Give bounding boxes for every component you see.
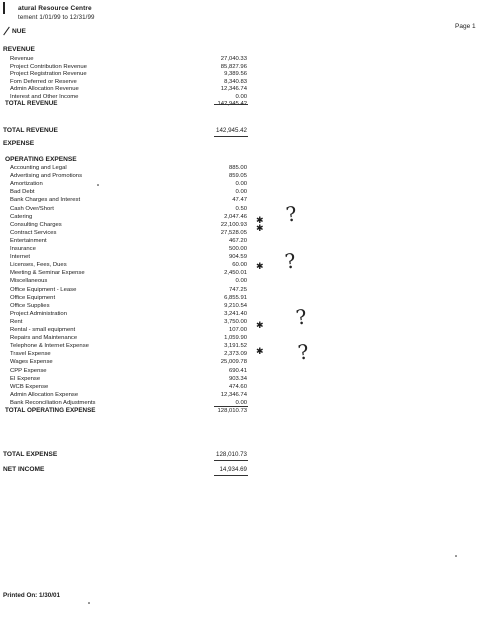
row-amount: 2,047.46: [224, 213, 247, 220]
table-row: [0, 269, 495, 277]
row-label: Advertising and Promotions: [10, 173, 83, 180]
question-mark-annotation: ?: [296, 339, 311, 365]
org-name: atural Resource Centre: [18, 5, 92, 12]
table-row: [0, 277, 495, 285]
annotation-star: ✱: [256, 224, 264, 234]
row-label: Rental - small equipment: [10, 327, 76, 333]
row-amount: 1,059.90: [224, 335, 247, 342]
row-amount: 2,450.01: [224, 270, 247, 277]
row-amount: 8,340.83: [224, 78, 247, 85]
row-label: Internet: [10, 254, 30, 261]
table-row: [0, 196, 495, 204]
row-label: Telephone & Internet Expense: [10, 343, 89, 350]
table-row: [0, 358, 495, 366]
row-label: Project Registration Revenue: [10, 71, 87, 77]
table-row: [0, 310, 495, 318]
total-row: [0, 407, 495, 415]
row-label: Consulting Charges: [10, 221, 62, 228]
row-label: Wages Expense: [10, 359, 53, 366]
net-income-rule: [214, 475, 248, 476]
row-amount: 885.00: [228, 165, 247, 171]
row-label: TOTAL REVENUE: [5, 100, 58, 107]
row-label: Travel Expense: [10, 351, 51, 358]
table-row: [0, 188, 495, 196]
row-label: Rent: [10, 318, 23, 325]
row-amount: 859.05: [228, 173, 247, 180]
annotation-star: ✱: [256, 216, 264, 226]
table-row: [0, 229, 495, 237]
table-row: [0, 391, 495, 399]
revenue-heading: REVENUE: [3, 46, 35, 53]
row-label: Admin Allocation Expense: [10, 391, 79, 398]
table-row: [0, 245, 495, 253]
row-label: Revenue: [10, 56, 34, 62]
row-amount: 25,009.78: [220, 359, 247, 366]
table-row: [0, 253, 495, 261]
row-label: TOTAL OPERATING EXPENSE: [5, 407, 96, 414]
table-row: [0, 302, 495, 310]
row-label: Amortization: [10, 181, 43, 188]
row-label: Contract Services: [10, 229, 57, 236]
row-amount: 12,346.74: [220, 86, 247, 92]
row-amount: 0.00: [235, 93, 247, 100]
row-amount: 142,945.42: [217, 101, 247, 107]
row-amount: 12,346.74: [220, 391, 247, 398]
row-label: WCB Expense: [10, 383, 49, 390]
expense-subtotal-rule: [214, 406, 248, 407]
row-label: Bad Debt: [10, 189, 35, 196]
row-amount: 9,389.56: [224, 71, 247, 77]
row-label: EI Expense: [10, 375, 41, 382]
row-amount: 9,210.54: [224, 302, 247, 309]
table-row: [0, 221, 495, 229]
corner-mark: [3, 2, 5, 14]
row-amount: 0.00: [235, 189, 247, 196]
row-label: Insurance: [10, 246, 36, 252]
table-row: [0, 205, 495, 213]
table-row: [0, 213, 495, 221]
revenue-subtotal-rule: [214, 104, 248, 105]
row-label: Bank Charges and Interest: [10, 197, 81, 204]
table-row: [0, 342, 495, 350]
row-amount: 904.59: [228, 254, 247, 261]
question-mark-annotation: ?: [294, 304, 309, 330]
annotation-star: ✱: [256, 347, 264, 357]
expense-heading: EXPENSE: [3, 140, 35, 147]
row-label: Meeting & Seminar Expense: [10, 270, 85, 277]
row-amount: 27,528.05: [220, 229, 247, 236]
row-amount: 3,191.52: [224, 343, 247, 350]
row-amount: 3,241.40: [224, 310, 247, 317]
revenue-top-heading: NUE: [12, 28, 26, 35]
table-row: [0, 164, 495, 172]
row-label: Entertainment: [10, 237, 47, 244]
row-label: Interest and Other Income: [10, 93, 79, 100]
row-amount: 60.00: [232, 262, 247, 269]
row-label: Accounting and Legal: [10, 165, 67, 171]
row-label: Miscellaneous: [10, 278, 48, 285]
speck: [455, 555, 457, 557]
printed-on: Printed On: 1/30/01: [3, 592, 61, 599]
table-row: [0, 375, 495, 383]
row-label: Catering: [10, 213, 33, 220]
table-row: [0, 180, 495, 188]
table-row: [0, 318, 495, 326]
row-label: Project Administration: [10, 310, 67, 317]
row-amount: 27,040.33: [220, 56, 247, 62]
speck: [88, 602, 90, 604]
row-amount: 467.20: [228, 237, 247, 244]
table-row: [0, 383, 495, 391]
table-row: [0, 294, 495, 302]
row-amount: 0.00: [235, 278, 247, 285]
heading-slash: [3, 27, 10, 36]
table-row: [0, 334, 495, 342]
row-amount: 107.00: [228, 327, 247, 333]
total-expense-label: TOTAL EXPENSE: [3, 451, 58, 458]
row-label: Admin Allocation Revenue: [10, 86, 79, 92]
question-mark-annotation: ?: [283, 248, 298, 274]
net-income-label: NET INCOME: [3, 466, 45, 473]
annotation-star: ✱: [256, 321, 264, 331]
page-number: Page 1: [455, 23, 476, 30]
total-expense-amount: 128,010.73: [216, 451, 247, 458]
annotation-star: ✱: [256, 262, 264, 272]
row-amount: 128,010.73: [217, 408, 247, 414]
row-label: Bank Reconciliation Adjustments: [10, 399, 96, 406]
row-amount: 0.00: [235, 181, 247, 188]
statement-period: tement 1/01/99 to 12/31/99: [18, 14, 95, 21]
row-label: Project Contribution Revenue: [10, 63, 87, 70]
row-amount: 6,855.91: [224, 294, 247, 301]
row-label: Cash Over/Short: [10, 205, 54, 212]
table-row: [0, 237, 495, 245]
row-amount: 747.25: [228, 286, 247, 293]
row-amount: 3,750.00: [224, 318, 247, 325]
row-amount: 690.41: [228, 367, 247, 374]
table-row: [0, 286, 495, 294]
row-label: Office Supplies: [10, 302, 50, 309]
row-amount: 474.60: [228, 383, 247, 390]
total-expense-rule: [214, 460, 248, 461]
table-row: [0, 172, 495, 180]
row-label: Licenses, Fees, Dues: [10, 262, 67, 269]
row-amount: 47.47: [232, 197, 247, 204]
row-label: CPP Expense: [10, 367, 47, 374]
row-amount: 85,827.96: [220, 63, 247, 70]
row-amount: 0.50: [235, 205, 247, 212]
row-label: Office Equipment: [10, 294, 56, 301]
net-income-amount: 14,934.69: [219, 466, 247, 473]
total-revenue-label: TOTAL REVENUE: [3, 127, 58, 134]
total-revenue-amount: 142,945.42: [216, 127, 247, 134]
question-mark-annotation: ?: [284, 201, 299, 227]
row-label: Office Equipment - Lease: [10, 286, 77, 293]
row-amount: 500.00: [228, 246, 247, 252]
operating-expense-heading: OPERATING EXPENSE: [5, 156, 77, 163]
total-revenue-rule: [214, 136, 248, 137]
row-label: Repairs and Maintenance: [10, 335, 78, 342]
row-amount: 22,100.93: [220, 221, 247, 228]
table-row: [0, 261, 495, 269]
table-row: [0, 347, 495, 358]
table-row: [0, 367, 495, 375]
row-label: Fom Deferred or Reserve: [10, 78, 77, 85]
row-amount: 903.34: [228, 375, 247, 382]
row-amount: 0.00: [235, 399, 247, 406]
table-row: [0, 326, 495, 334]
row-amount: 2,373.09: [224, 351, 247, 358]
speck: [97, 184, 99, 186]
